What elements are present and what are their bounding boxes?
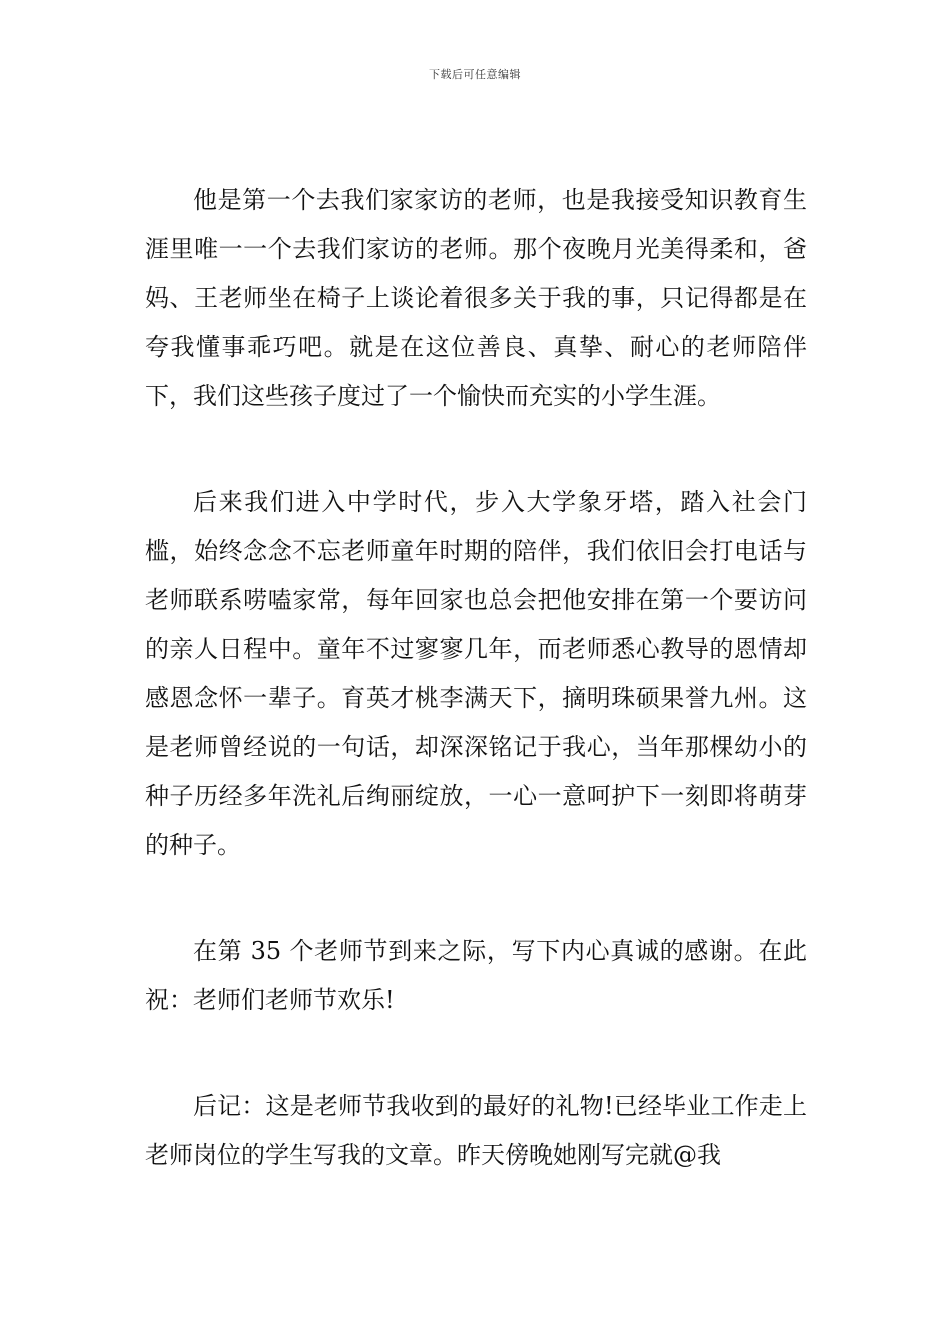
- paragraph-gap: [145, 870, 807, 927]
- paragraph-home-visit: 他是第一个去我们家家访的老师，也是我接受知识教育生涯里唯一一个去我们家访的老师。那个夜晚月光美得柔和，爸妈、王老师坐在椅子上谈论着很多关于我的事，只记得都是在夸我懂事乖巧吧。就是在这位善良、真挚、耐心的老师陪伴下，我们这些孩子度过了一个愉快而充实的小学生涯。: [145, 186, 807, 410]
- paragraph-gap: [145, 421, 807, 478]
- page-header-note: 下载后可任意编辑: [429, 68, 521, 81]
- paragraph-later-years: 后来我们进入中学时代，步入大学象牙塔，踏入社会门槛，始终念念不忘老师童年时期的陪伴，我们依旧会打电话与老师联系唠嗑家常，每年回家也总会把他安排在第一个要访问的亲人日程中。童年不过寥寥几年，而老师悉心教导的恩情却感恩念怀一辈子。育英才桃李满天下，摘明珠硕果誉九州。这是老师曾经说的一句话，却深深铭记于我心，当年那棵幼小的种子历经多年洗礼后绚丽绽放，一心一意呵护下一刻即将萌芽的种子。: [145, 488, 807, 859]
- paragraph-postscript: 后记：这是老师节我收到的最好的礼物!已经毕业工作走上老师岗位的学生写我的文章。昨天傍晚她刚写完就@我: [145, 1092, 807, 1169]
- document-body: [145, 176, 807, 1180]
- paragraph-gap: [145, 1025, 807, 1082]
- paragraph-teachers-day-wish: 在第 35 个老师节到来之际，写下内心真诚的感谢。在此祝：老师们老师节欢乐!: [145, 937, 807, 1014]
